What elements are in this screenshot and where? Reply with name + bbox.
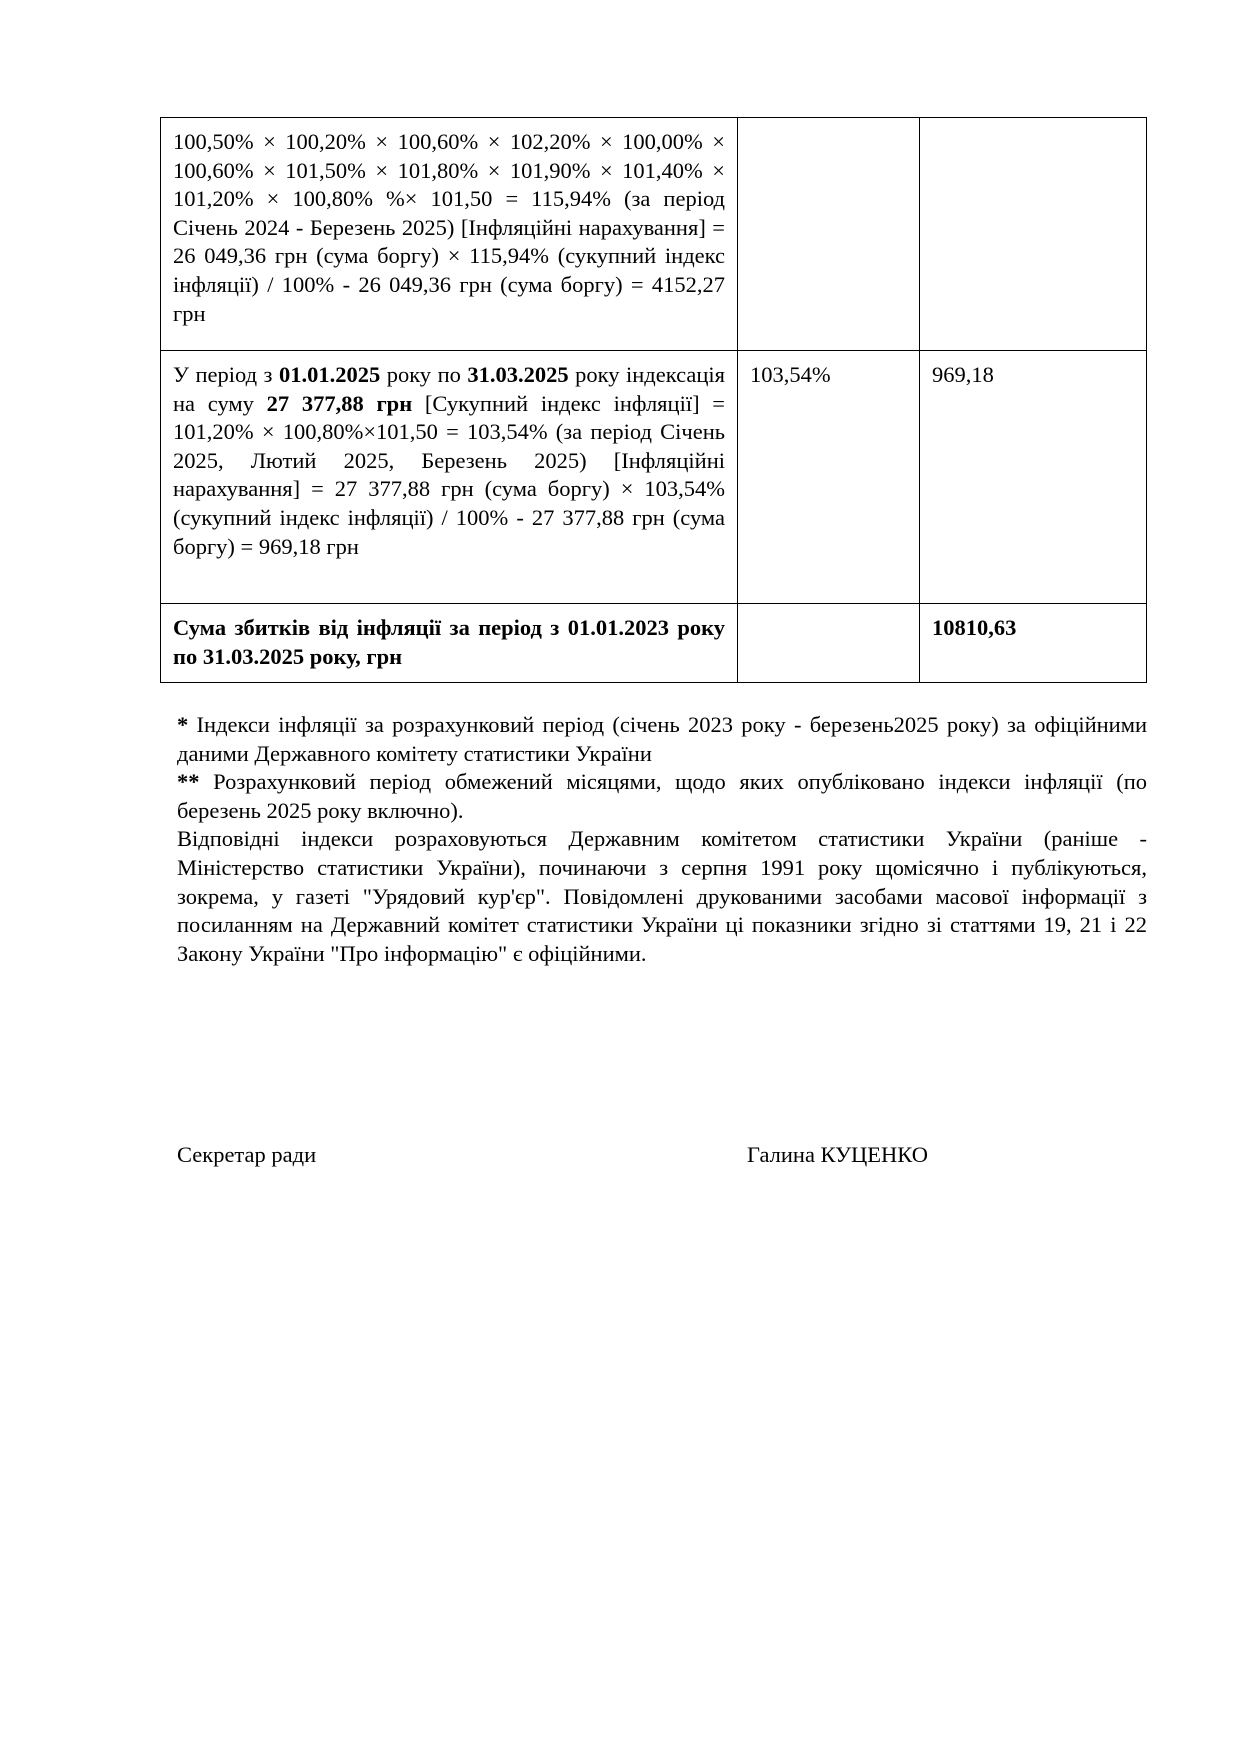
footnote-text: Індекси інфляції за розрахунковий період (січень 2023 року - березень2025 року) за офіційними даними Державного комітету статистики України: [177, 712, 1147, 766]
index-cell: [738, 118, 920, 351]
table-row: [161, 118, 1147, 351]
calculation-text: [Сукупний індекс інфляції] = 101,20% × 100,80%×101,50 = 103,54% (за період Січень 2025, Лютий 2025, Березень 2025) [Інфляційні нарахування] = 27 377,88 грн (сума боргу) × 103,54% (сукупний індекс інфляції) / 100% - 27 377,88 грн (сума боргу) = 969,18 грн: [173, 390, 725, 559]
index-cell: 103,54%: [738, 351, 920, 604]
footnotes: [177, 711, 1147, 968]
calculation-cell: 100,50% × 100,20% × 100,60% × 102,20% × 100,00% × 100,60% × 101,50% × 101,80% × 101,90% × 101,40% × 101,20% × 100,80% %× 101,50 = 115,94% (за період Січень 2024 - Березень 2025) [Інфляційні нарахування] = 26 049,36 грн (сума боргу) × 115,94% (сукупний індекс інфляції) / 100% - 26 049,36 грн (сума боргу) = 4152,27 грн: [161, 118, 738, 351]
table-row: [161, 351, 1147, 604]
total-label-cell: Сума збитків від інфляції за період з 01.01.2023 року по 31.03.2025 року, грн: [161, 604, 738, 683]
footnote-text: Розрахунковий період обмежений місяцями, щодо яких опубліковано індекси інфляції (по березень 2025 року включно).: [177, 769, 1147, 823]
footnote-1: [177, 711, 1147, 768]
table-row-total: [161, 604, 1147, 683]
footnote-mark: *: [177, 712, 189, 737]
indexed-sum: 27 377,88 грн: [266, 390, 413, 416]
period-text: У період з: [173, 362, 279, 387]
amount-cell: [920, 118, 1147, 351]
footnote-2: [177, 768, 1147, 825]
amount-cell: 969,18: [920, 351, 1147, 604]
index-cell: [738, 604, 920, 683]
period-text: року індексація на суму: [173, 362, 725, 416]
footnote-mark: **: [177, 769, 200, 795]
signature-name: Галина КУЦЕНКО: [747, 1142, 928, 1167]
date-from: 01.01.2025: [278, 362, 381, 387]
period-text: року по: [380, 362, 468, 387]
inflation-calculation-table: [160, 117, 1147, 683]
total-amount-cell: 10810,63: [920, 604, 1147, 683]
calculation-cell: [161, 351, 738, 604]
date-to: 31.03.2025: [467, 362, 569, 387]
explanation-paragraph: Відповідні індекси розраховуються Державним комітетом статистики України (раніше - Міністерство статистики України), починаючи з серпня 1991 року щомісячно і публікуються, зокрема, у газеті "Урядовий кур'єр". Повідомлені друкованими засобами масової інформації з посиланням на Державний комітет статистики України ці показники згідно зі статтями 19, 21 і 22 Закону України "Про інформацію" є офіційними.: [177, 826, 1147, 966]
signature-role: Секретар ради: [177, 1142, 317, 1167]
